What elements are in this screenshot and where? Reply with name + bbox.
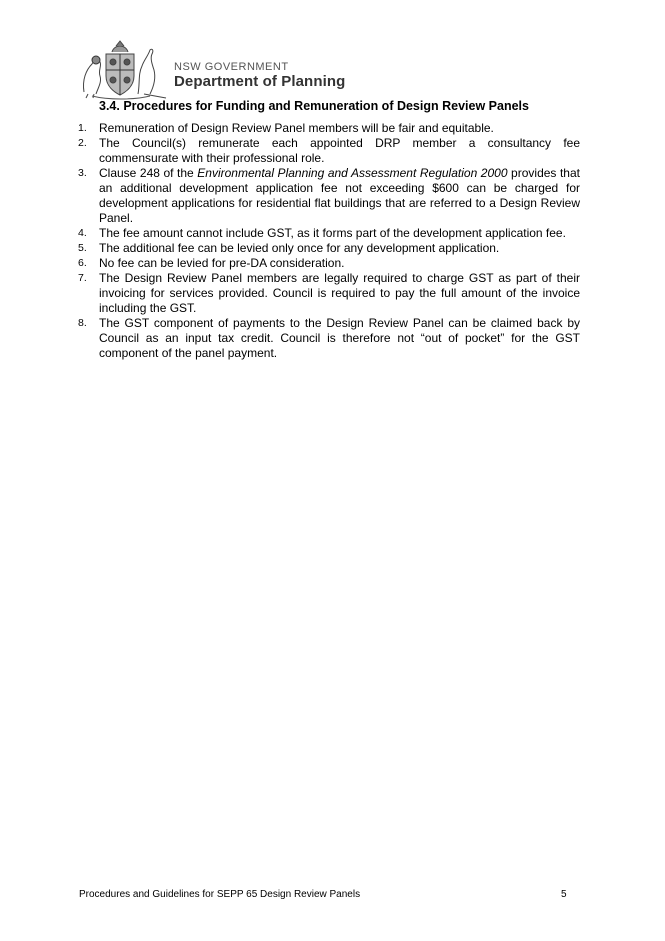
- coat-of-arms-icon: [78, 40, 174, 100]
- list-item: [78, 226, 580, 241]
- list-item-text: No fee can be levied for pre-DA consideration.: [99, 256, 345, 270]
- footer-page-number: 5: [561, 889, 567, 900]
- section-heading: 3.4. Procedures for Funding and Remuneration of Design Review Panels: [99, 99, 529, 113]
- page-header: [78, 40, 378, 102]
- list-item-text: The fee amount cannot include GST, as it forms part of the development application fee.: [99, 226, 566, 240]
- list-item-text: The additional fee can be levied only once for any development application.: [99, 241, 500, 255]
- list-item-number: 8.: [78, 317, 87, 329]
- list-item-number: 1.: [78, 122, 87, 134]
- regulation-title: Environmental Planning and Assessment Regulation 2000: [197, 166, 508, 180]
- list-item: [78, 241, 580, 256]
- list-item-text: provides that an additional development application fee not exceeding $600 can be charged for development applications for residential flat buildings that are referred to a Design Review Panel.: [99, 166, 580, 225]
- footer-document-title: Procedures and Guidelines for SEPP 65 Design Review Panels: [79, 889, 361, 900]
- government-label: NSW GOVERNMENT: [174, 61, 289, 73]
- list-item-number: 7.: [78, 272, 87, 284]
- list-item: [78, 166, 580, 226]
- list-item-number: 5.: [78, 242, 87, 254]
- list-item-number: 2.: [78, 137, 87, 149]
- list-item-text: Clause 248 of the: [99, 166, 198, 180]
- list-item: [78, 121, 580, 136]
- list-item-number: 6.: [78, 257, 87, 269]
- list-item: [78, 136, 580, 166]
- list-item: [78, 316, 580, 361]
- list-item-number: 3.: [78, 167, 87, 179]
- department-label: Department of Planning: [174, 73, 346, 90]
- list-item-text: The Council(s) remunerate each appointed DRP member a consultancy fee commensurate with their professional role.: [99, 136, 580, 165]
- list-item-number: 4.: [78, 227, 87, 239]
- list-item-text: Remuneration of Design Review Panel members will be fair and equitable.: [99, 121, 494, 135]
- list-item-text: The Design Review Panel members are legally required to charge GST as part of their invoicing for services provided. Council is required to pay the full amount of the invoice including the GST.: [99, 271, 580, 315]
- list-item: [78, 256, 580, 271]
- list-item-text: The GST component of payments to the Design Review Panel can be claimed back by Council as an input tax credit. Council is therefore not “out of pocket” for the GST component of the panel payment.: [99, 316, 580, 360]
- numbered-list: [78, 121, 580, 361]
- list-item: [78, 271, 580, 316]
